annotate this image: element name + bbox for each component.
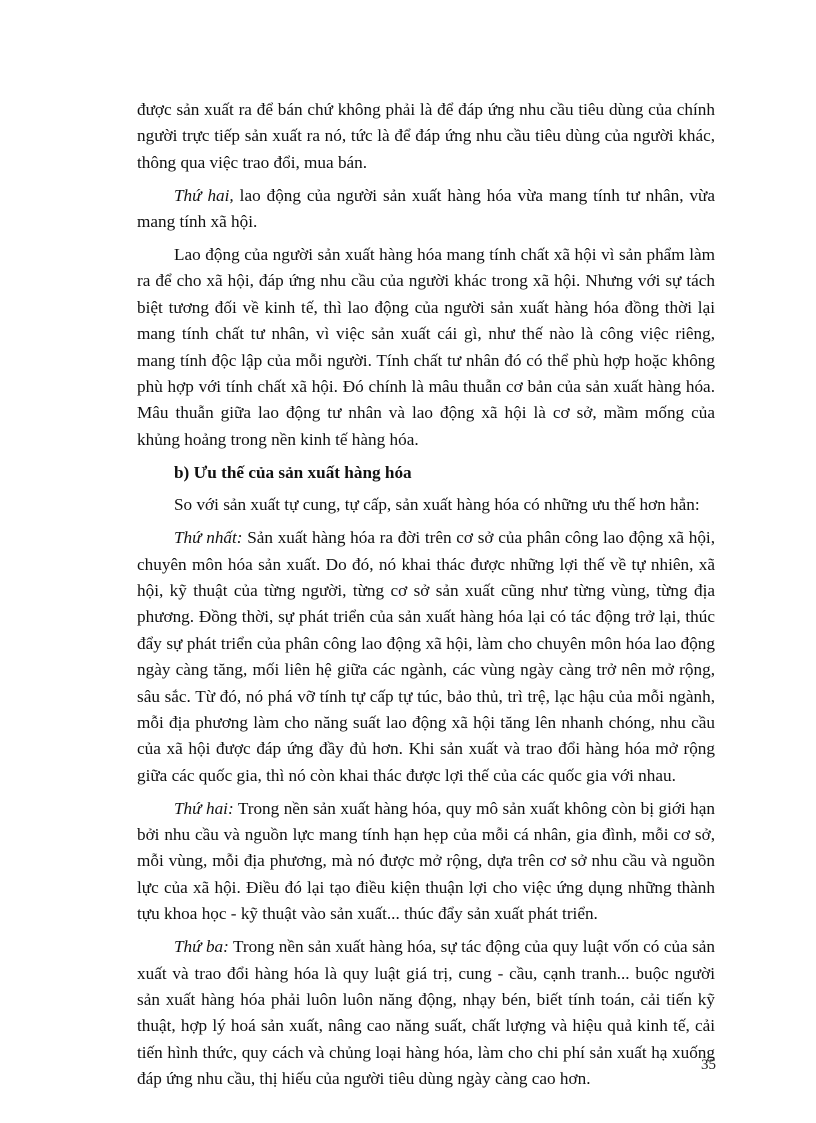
paragraph-lead: Thứ hai: (174, 798, 234, 818)
paragraph-text: Trong nền sản xuất hàng hóa, quy mô sản xuất không còn bị giới hạn bởi nhu cầu và nguồn lực mang tính hạn hẹp của mỗi cá nhân, gia đình, mỗi cơ sở, mỗi vùng, mỗi địa phương, mà nó được mở rộng, dựa trên cơ sở nhu cầu và nguồn lực của xã hội. Điều đó lại tạo điều kiện thuận lợi cho việc ứng dụng những thành tựu khoa học - kỹ thuật vào sản xuất... thúc đẩy sản xuất phát triển. (137, 798, 715, 924)
paragraph-text: được sản xuất ra để bán chứ không phải là để đáp ứng nhu cầu tiêu dùng của chính người trực tiếp sản xuất ra nó, tức là để đáp ứng nhu cầu tiêu dùng của người khác, thông qua việc trao đổi, mua bán. (137, 100, 715, 172)
paragraph-thu-hai-lao-dong (137, 183, 715, 236)
paragraph-lead: Thứ ba: (174, 937, 229, 957)
page-number: 35 (701, 1057, 716, 1073)
paragraph-text: Trong nền sản xuất hàng hóa, sự tác động của quy luật vốn có của sản xuất và trao đổi hàng hóa là quy luật giá trị, cung - cầu, cạnh tranh... buộc người sản xuất hàng hóa phải luôn luôn năng động, nhạy bén, biết tính toán, cải tiến kỹ thuật, hợp lý hoá sản xuất, nâng cao năng suất, chất lượng và hiệu quả kinh tế, cải tiến hình thức, quy cách và chủng loại hàng hóa, làm cho chi phí sản xuất hạ xuống đáp ứng nhu cầu, thị hiếu của người tiêu dùng ngày càng cao hơn. (137, 937, 715, 1089)
paragraph-tinh-xa-hoi (137, 242, 715, 453)
page-body (137, 97, 715, 1099)
paragraph-thu-ba (137, 934, 715, 1092)
paragraph-thu-nhat (137, 525, 715, 789)
paragraph-text: So với sản xuất tự cung, tự cấp, sản xuất hàng hóa có những ưu thế hơn hẳn: (174, 495, 700, 515)
section-heading: b) Ưu thế của sản xuất hàng hóa (174, 462, 412, 482)
paragraph-text: Sản xuất hàng hóa ra đời trên cơ sở của phân công lao động xã hội, chuyên môn hóa sản xuất. Do đó, nó khai thác được những lợi thế về tự nhiên, xã hội, kỹ thuật của từng người, từng cơ sở sản xuất cũng như từng vùng, từng địa phương. Đồng thời, sự phát triển của sản xuất hàng hóa lại có tác động trở lại, thúc đẩy sự phát triển của phân công lao động xã hội, làm cho chuyên môn hóa lao động ngày càng tăng, mối liên hệ giữa các ngành, các vùng ngày càng trở nên mở rộng, sâu sắc. Từ đó, nó phá vỡ tính tự cấp tự túc, bảo thủ, trì trệ, lạc hậu của mỗi ngành, mỗi địa phương làm cho năng suất lao động xã hội tăng lên nhanh chóng, nhu cầu của xã hội được đáp ứng đầy đủ hơn. Khi sản xuất và trao đổi hàng hóa mở rộng giữa các quốc gia, thì nó còn khai thác được lợi thế của các quốc gia với nhau. (137, 528, 715, 785)
paragraph-continuation (137, 97, 715, 176)
paragraph-thu-hai (137, 796, 715, 928)
paragraph-lead: Thứ hai, (174, 185, 234, 205)
paragraph-text: lao động của người sản xuất hàng hóa vừa mang tính tư nhân, vừa mang tính xã hội. (137, 185, 715, 232)
paragraph-intro-uu-the (137, 492, 715, 518)
paragraph-text: Lao động của người sản xuất hàng hóa mang tính chất xã hội vì sản phẩm làm ra để cho xã hội, đáp ứng nhu cầu của người khác trong xã hội. Nhưng với sự tách biệt tương đối về kinh tế, thì lao động của người sản xuất hàng hóa đồng thời lại mang tính chất tư nhân, vì việc sản xuất cái gì, như thế nào là công việc riêng, mang tính độc lập của mỗi người. Tính chất tư nhân đó có thể phù hợp hoặc không phù hợp với tính chất xã hội. Đó chính là mâu thuẫn cơ bản của sản xuất hàng hóa. Mâu thuẫn giữa lao động tư nhân và lao động xã hội là cơ sở, mầm mống của khủng hoảng trong nền kinh tế hàng hóa. (137, 245, 715, 449)
paragraph-lead: Thứ nhất: (174, 528, 243, 548)
